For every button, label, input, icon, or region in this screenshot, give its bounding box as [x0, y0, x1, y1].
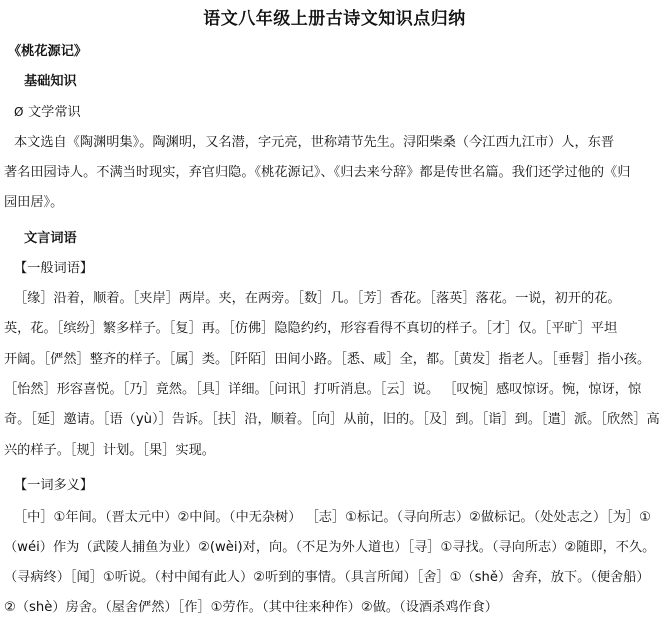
multi-meaning-line: （寻病终）［闻］①听说。（村中闻有此人）②听到的事情。（具言所闻）［舍］①（shě）舍弃，放下。（便舍船） [4, 570, 650, 585]
vocab-line: 兴的样子。［规］计划。［果］实现。 [4, 443, 215, 458]
literary-knowledge-heading [0, 102, 669, 123]
vocab-line: ［怡然］形容喜悦。［乃］竟然。［具］详细。［问讯］打听消息。［云］说。 ［叹惋］感叹惊讶。惋，惊讶，惊 [4, 382, 642, 397]
multi-meaning-line: （wéi）作为（武陵人捕鱼为业）②(wèi)对，向。（不足为外人道也）［寻］①寻找。（寻向所志）②随即，不久。 [4, 540, 656, 555]
document-title: 语文八年级上册古诗文知识点归纳 [203, 9, 466, 29]
multi-meaning-heading: 【一词多义】 [14, 478, 94, 493]
multi-meaning-line: ②（shè）房舍。（屋舍俨然）［作］①劳作。（其中往来种作）②做。（设酒杀鸡作食） [4, 600, 498, 615]
literary-knowledge-label: 文学常识 [28, 105, 81, 120]
multi-meaning-line: ［中］①年间。（晋太元中）②中间。（中无杂树） ［志］①标记。（寻向所志）②做标记。（处处志之）［为］① [14, 510, 651, 525]
vocab-line: ［缘］沿着，顺着。［夹岸］两岸。夹，在两旁。［数］几。［芳］香花。［落英］落花。一说，初开的花。 [14, 291, 621, 306]
section-heading: 《桃花源记》 [8, 44, 88, 59]
subheading-vocab: 文言词语 [24, 231, 77, 246]
paragraph-line: 园田居》。 [4, 195, 64, 210]
general-words-heading: 【一般词语】 [14, 261, 94, 276]
vocab-line: 开阔。［俨然］整齐的样子。［属］类。［阡陌］田间小路。［悉、咸］全，都。［黄发］指老人。［垂髫］指小孩。 [4, 352, 651, 367]
bullet-icon: Ø [14, 105, 24, 119]
subheading-basics: 基础知识 [24, 74, 77, 89]
paragraph-line: 著名田园诗人。不满当时现实，弃官归隐。《桃花源记》、《归去来兮辞》都是传世名篇。我们还学过他的《归 [4, 165, 631, 180]
vocab-line: 奇。［延］邀请。［语（yù）］告诉。［扶］沿，顺着。［向］从前，旧的。［及］到。［诣］到。［遣］派。［欣然］高 [4, 412, 660, 427]
paragraph-line: 本文选自《陶渊明集》。陶渊明，又名潜，字元亮，世称靖节先生。浔阳柴桑（今江西九江市）人，东晋 [14, 135, 615, 150]
vocab-line: 英，花。［缤纷］繁多样子。［复］再。［仿佛］隐隐约约，形容看得不真切的样子。［才］仅。［平旷］平坦 [4, 321, 618, 336]
